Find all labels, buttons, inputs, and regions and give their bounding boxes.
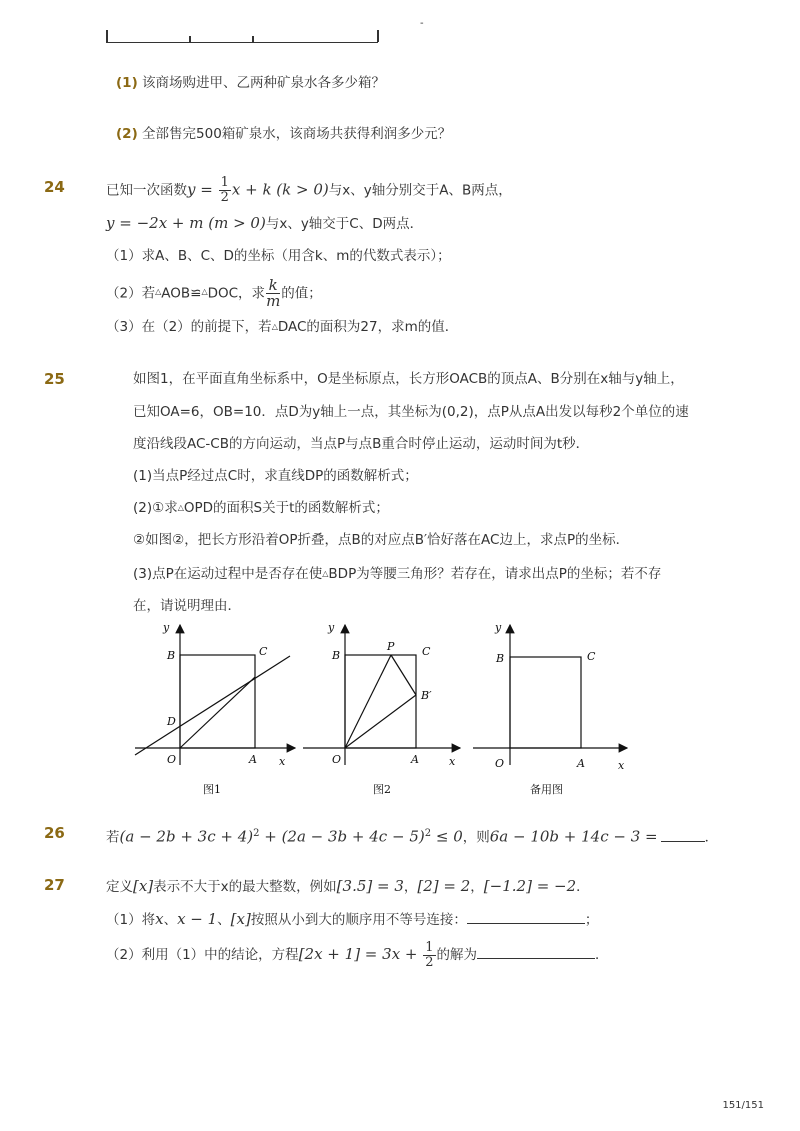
q25-line5-b: OPD的面积S关于t的函数解析式； <box>183 500 389 516</box>
fig2-label-c: C <box>422 645 431 658</box>
q24-line4-d: 的值； <box>281 285 322 302</box>
q27-l2-m1: x <box>155 910 164 928</box>
q27-l2-a: （1）将 <box>106 912 156 928</box>
q27-l2-m3: [x] <box>230 910 251 928</box>
fig1-caption: 图1 <box>203 783 221 796</box>
fig3-label-c: C <box>587 650 596 663</box>
q27-l1-m2: [3.5] = 3 <box>336 877 404 895</box>
triangle-icon: △ <box>322 569 329 578</box>
fig2-label-bp: B′ <box>421 689 432 702</box>
q24-fraction-den: 2 <box>220 190 229 205</box>
q25-line7-b: BDP为等腰三角形？若存在，请求出点P的坐标；若不存 <box>328 566 662 582</box>
fig3-label-a: A <box>577 757 585 770</box>
fig2-line-op <box>345 655 391 748</box>
q27-l1-b: 表示不大于x的最大整数，例如 <box>153 879 337 895</box>
q25-line6: ②如图②，把长方形沿着OP折叠，点B的对应点B′恰好落在AC边上，求点P的坐标． <box>133 532 630 548</box>
figure-2 <box>303 625 460 765</box>
q27-number: 27 <box>44 876 65 894</box>
q25-line4: (1)当点P经过点C时，求直线DP的函数解析式； <box>133 468 418 484</box>
q24-km-fraction <box>266 278 280 309</box>
q27-fraction <box>423 941 435 970</box>
q26-text-end: ． <box>704 829 719 846</box>
q27-l2-m2: x − 1 <box>177 910 218 928</box>
fig1-line-dp <box>135 656 290 755</box>
fig2-caption: 图2 <box>373 783 391 796</box>
q24-line1-math-b: x + k (k > 0) <box>231 180 329 199</box>
q24-line1-math-a: y = <box>187 180 218 199</box>
figure-1 <box>135 625 295 765</box>
q25-line8: 在，请说明理由． <box>133 598 241 614</box>
q26-exp-2: 2 <box>424 828 432 839</box>
q23-part2-label: (2) <box>116 126 138 142</box>
q27-l3-b: 的解为 <box>436 947 478 963</box>
fig2-label-y: y <box>328 621 335 634</box>
q23-part1 <box>116 73 385 93</box>
q27-l2-d: 按照从小到大的顺序用不等号连接： <box>250 912 467 928</box>
q27-l1-e: ． <box>576 879 590 895</box>
q24-fraction <box>219 176 231 205</box>
q27-line3 <box>106 940 609 970</box>
q27-l1-a: 定义 <box>106 879 133 895</box>
q25-line2: 已知OA=6，OB=10．点D为y轴上一点，其坐标为(0,2)，点P从点A出发以每秒2个单位的速 <box>133 404 689 420</box>
q24-line3: （1）求A、B、C、D的坐标（用含k、m的代数式表示）； <box>106 248 451 264</box>
figure-3 <box>473 625 627 765</box>
q27-fraction-num: 1 <box>425 939 434 955</box>
q24-line1-text-b: 与x、y轴分别交于A、B两点， <box>328 182 512 199</box>
q24-line5-b: DAC的面积为27，求m的值． <box>277 319 459 335</box>
q27-l2-e: ； <box>584 912 599 928</box>
q25-line5 <box>133 498 389 518</box>
fig1-label-d: D <box>167 715 176 728</box>
q26-text-b: ，则 <box>462 829 490 846</box>
q26-math-2: + (2a − 3b + 4c − 5) <box>259 827 425 846</box>
q25-line7 <box>133 564 661 584</box>
q27-line2 <box>106 909 598 930</box>
q25-line3: 度沿线段AC-CB的方向运动，当点P与点B重合时停止运动，运动时间为t秒． <box>133 436 590 452</box>
fig2-line-pbp <box>391 655 416 695</box>
q25-line7-a: (3)点P在运动过程中是否存在使 <box>133 566 323 582</box>
q27-l1-d: ， <box>470 879 484 895</box>
q27-line1 <box>106 876 590 897</box>
fig1-rectangle <box>180 655 255 748</box>
q26-math-3: ≤ 0 <box>431 827 463 846</box>
fig3-rectangle <box>510 657 581 748</box>
fig2-label-o: O <box>332 753 342 766</box>
q24-line2-math: y = −2x + m (m > 0) <box>106 214 266 232</box>
table-remnant <box>106 30 378 43</box>
q24-line2 <box>106 213 423 234</box>
q23-part2 <box>116 124 451 144</box>
q27-l3-c: ． <box>595 947 609 963</box>
fig3-label-x: x <box>618 759 625 772</box>
q24-line1-text-a: 已知一次函数 <box>106 182 187 199</box>
q27-part2-answer-blank[interactable] <box>477 944 595 959</box>
triangle-icon: △ <box>155 287 162 296</box>
q24-km-num: k <box>266 278 280 294</box>
q24-line1 <box>106 176 512 205</box>
q27-l1-c: ， <box>403 879 418 895</box>
fig1-label-x: x <box>279 755 286 768</box>
triangle-icon: △ <box>177 503 184 512</box>
fig1-label-y: y <box>163 621 170 634</box>
page-number: 151/151 <box>722 1100 764 1111</box>
q24-line2-text: 与x、y轴交于C、D两点． <box>265 216 424 232</box>
q27-l1-m3: [2] = 2 <box>417 877 471 895</box>
q23-part1-label: (1) <box>116 75 138 91</box>
q26-text-a: 若 <box>106 829 120 846</box>
q24-line4-a: （2）若 <box>106 285 156 302</box>
fig3-label-y: y <box>495 621 502 634</box>
q25-figures <box>125 615 635 805</box>
q24-line5 <box>106 317 458 337</box>
q26-exp-1: 2 <box>253 828 260 839</box>
fig3-label-o: O <box>495 757 505 770</box>
q24-fraction-num: 1 <box>220 175 229 190</box>
q27-l3-m1: [2x + 1] = 3x + <box>298 945 423 963</box>
fig2-label-x: x <box>449 755 456 768</box>
fig1-line-oc <box>180 677 255 748</box>
fig3-caption: 备用图 <box>530 783 563 796</box>
fig1-label-o: O <box>167 753 177 766</box>
q27-l1-m1: [x] <box>133 877 154 895</box>
q25-line1: 如图1，在平面直角坐标系中，O是坐标原点，长方形OACB的顶点A、B分别在x轴与y轴上， <box>133 371 684 387</box>
fig1-label-a: A <box>249 753 257 766</box>
fig2-label-a: A <box>411 753 419 766</box>
q24-line4-b: AOB≌ <box>161 285 202 302</box>
q24-line4-c: DOC，求 <box>207 285 266 302</box>
q25-number: 25 <box>44 370 65 388</box>
q27-part1-answer-blank[interactable] <box>467 909 585 924</box>
header-mark: - <box>420 18 424 29</box>
q26-answer-blank[interactable] <box>661 827 705 842</box>
triangle-icon: △ <box>201 287 208 296</box>
q24-km-den: m <box>266 292 281 310</box>
q27-l2-c: 、 <box>217 912 231 928</box>
fig2-label-b: B <box>332 649 341 662</box>
q26-line <box>106 822 718 850</box>
q23-part2-text: 全部售完500箱矿泉水，该商场共获得利润多少元？ <box>142 126 452 142</box>
q24-number: 24 <box>44 178 65 196</box>
fig2-line-obp <box>345 695 416 748</box>
q24-line4 <box>106 278 322 309</box>
q24-line5-a: （3）在（2）的前提下，若 <box>106 319 272 335</box>
q27-fraction-den: 2 <box>425 954 434 970</box>
q27-l3-a: （2）利用（1）中的结论，方程 <box>106 947 299 963</box>
q26-math-4: 6a − 10b + 14c − 3 = <box>489 827 658 846</box>
q23-part1-text: 该商场购进甲、乙两种矿泉水各多少箱？ <box>142 75 386 91</box>
fig3-label-b: B <box>496 652 505 665</box>
fig2-label-p: P <box>387 640 395 653</box>
q26-number: 26 <box>44 824 65 842</box>
q27-l2-b: 、 <box>163 912 178 928</box>
fig1-label-c: C <box>259 645 268 658</box>
fig1-label-b: B <box>167 649 176 662</box>
q25-line5-a: (2)①求 <box>133 500 178 516</box>
q27-l1-m4: [−1.2] = −2 <box>483 877 577 895</box>
q26-math-1: (a − 2b + 3c + 4) <box>119 827 254 846</box>
fig2-rectangle <box>345 655 416 748</box>
triangle-icon: △ <box>271 322 278 331</box>
